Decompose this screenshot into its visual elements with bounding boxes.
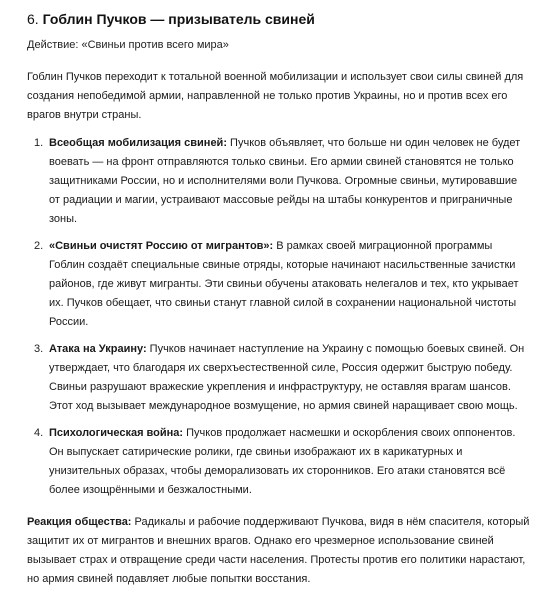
reaction-lead: Реакция общества: bbox=[27, 516, 132, 528]
list-item-lead: Всеобщая мобилизация свиней: bbox=[49, 137, 227, 149]
list-item-number: 2. bbox=[34, 240, 44, 252]
list-item-text: Пучков объявляет, что больше ни один человек не будет воевать — на фронт отправляются только свиньи. Его армии свиней становятся не только защитниками России, но и исполнителями воли Пучкова. Огромные свиньи, мутировавшие от радиации и магии, устраивают массовые рейды на штабы конкурентов и приграничные зоны. bbox=[49, 137, 521, 225]
list-item bbox=[27, 237, 536, 332]
list-item bbox=[27, 424, 536, 500]
list-item-lead: Атака на Украину: bbox=[49, 343, 147, 355]
list-item-text: Пучков продолжает насмешки и оскорбления своих оппонентов. Он выпускает сатирические ролики, где свиньи изображают их в карикатурных и унизительных образах, чтобы деморализовать их сторонников. Его атаки становятся всё более изощрёнными и безжалостными. bbox=[49, 427, 516, 496]
list-item-body bbox=[49, 237, 536, 332]
list-item-number: 4. bbox=[34, 427, 44, 439]
list-item-body bbox=[49, 340, 536, 416]
list-item bbox=[27, 340, 536, 416]
reaction-text: Радикалы и рабочие поддерживают Пучкова, видя в нём спасителя, который защитит их от мигрантов и внешних врагов. Однако его чрезмерное использование свиней вызывает страх и отвращение среди части населения. Протесты против его политики нарастают, но армия свиней подавляет любые попытки восстания. bbox=[27, 516, 530, 585]
reaction-paragraph bbox=[27, 513, 536, 589]
numbered-list bbox=[27, 134, 536, 500]
list-item bbox=[27, 134, 536, 229]
list-item-text: В рамках своей миграционной программы Гоблин создаёт специальные свиные отряды, которые начинают насильственные зачистки районов, где живут мигранты. Эти свиньи обучены атаковать нелегалов и тех, кто укрывает их. Пучков обещает, что свиньи станут главной силой в сохранении национальной чистоты России. bbox=[49, 240, 519, 328]
section-heading bbox=[27, 9, 536, 29]
list-item-number: 3. bbox=[34, 343, 44, 355]
list-item-body bbox=[49, 424, 536, 500]
section-title: Гоблин Пучков — призыватель свиней bbox=[42, 11, 315, 27]
list-item-body bbox=[49, 134, 536, 229]
action-subheading: Действие: «Свиньи против всего мира» bbox=[27, 39, 229, 51]
list-item-number: 1. bbox=[34, 137, 44, 149]
list-item-text: Пучков начинает наступление на Украину с помощью боевых свиней. Он утверждает, что благодаря их сверхъестественной силе, Россия одержит быструю победу. Свиньи разрушают вражеские укрепления и инфраструктуру, не оставляя врагам шансов. Этот ход вызывает международное возмущение, но армия свиней наращивает свою мощь. bbox=[49, 343, 525, 412]
list-item-lead: «Свиньи очистят Россию от мигрантов»: bbox=[49, 240, 274, 252]
list-item-lead: Психологическая война: bbox=[49, 427, 184, 439]
intro-paragraph: Гоблин Пучков переходит к тотальной военной мобилизации и использует свои силы свиней для создания непобедимой армии, направленной не только против Украины, но и против всех его врагов внутри страны. bbox=[27, 71, 524, 121]
section-number: 6. bbox=[27, 11, 39, 27]
